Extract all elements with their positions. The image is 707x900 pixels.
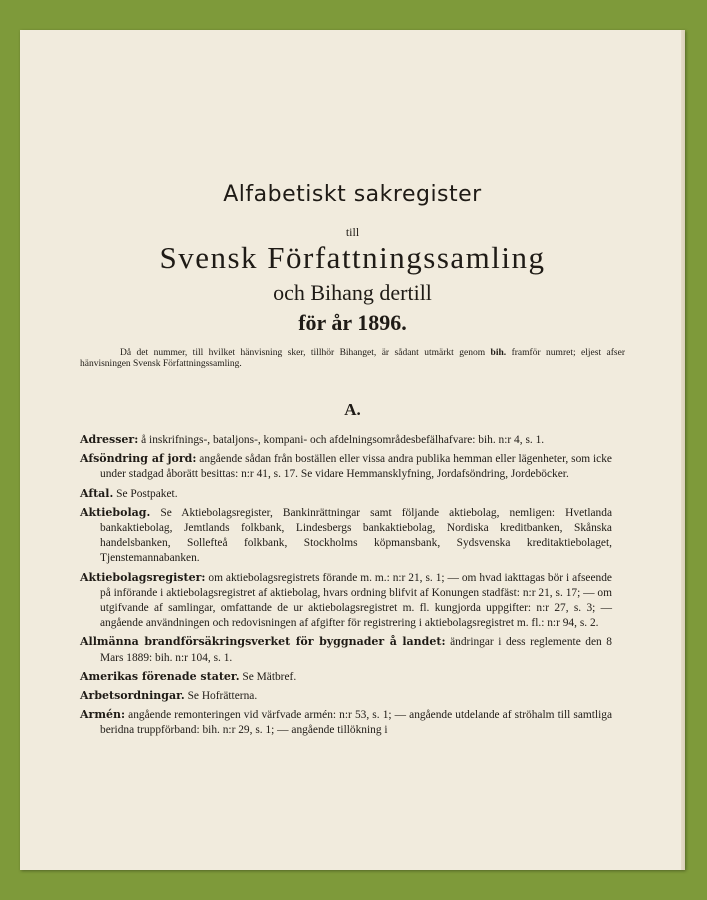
entry-heading: Amerikas förenade stater.: [80, 669, 240, 683]
entry-heading: Aftal.: [80, 486, 114, 500]
register-entry: [80, 707, 612, 738]
entry-heading: Adresser:: [80, 433, 139, 446]
document-title: Alfabetiskt sakregister: [223, 182, 482, 207]
register-entry: [80, 505, 612, 567]
title-connector: till: [345, 225, 360, 239]
entry-text: ändringar i dess reglemente den 8 Mars 1889: bih. n:r 104, s. 1.: [100, 636, 613, 664]
register-entry: [80, 432, 612, 448]
entry-heading: Afsöndring af jord:: [80, 452, 197, 466]
publication-subtitle: och Bihang dertill: [273, 280, 432, 305]
publication-name: Svensk Författningssamling: [159, 240, 546, 275]
entry-text: Se Postpaket.: [116, 487, 178, 500]
entry-text: angående remonteringen vid värfvade armén: n:r 53, s. 1; — angående utdelande af ströhalm till samtliga beridna truppförband: bih. n:r 29, s. 1; — angående tillökning i: [100, 709, 612, 737]
entry-heading: Allmänna brandförsäkringsverket för byggnader å landet:: [80, 635, 446, 649]
note-bold-term: bih.: [490, 348, 507, 358]
entry-text: om aktiebolagsregistrets förande m. m.: n:r 21, s. 1; — om hvad iakttagas bör i afseende på införande i aktiebolagsregistret af aktiebolag, hvars ordning blifvit af Konungen stadfäst: n:r 21, s. 17; — om utgifvande af samlingar, omfattande de ur aktiebolagsregistret m. fl. kungjorda uppgifter: n:r 27, s. 3; — angående användningen och redovisningen af afgifter för registrering i aktiebolagsregistret m. fl.: n:r 94, s. 2.: [100, 571, 612, 630]
document-page: [20, 30, 685, 870]
register-entry: [80, 486, 612, 502]
register-entry: [80, 688, 612, 704]
entry-text: Se Aktiebolagsregister, Bankinrättningar samt följande aktiebolag, nemligen: Hvetlanda bankaktiebolag, Jemtlands folkbank, Lindesbergs bankaktiebolag, Nordiska kreditbanken, Skånska handelsbanken, Sollefteå folkbank, Stockholms köpmansbank, Sydsvenska kreditaktiebolaget, Tjenstemannabanken.: [100, 506, 612, 565]
register-entry: [80, 451, 612, 482]
publication-year: för år 1896.: [298, 310, 407, 335]
section-letter: A.: [344, 400, 361, 419]
entry-heading: Aktiebolagsregister:: [80, 570, 206, 584]
entry-text: Se Mätbref.: [242, 670, 297, 683]
note-text: Då det nummer, till hvilket hänvisning sker, tillhör Bihanget, är sådant utmärkt genom: [120, 348, 486, 358]
entry-text: å inskrifnings-, bataljons-, kompani- och afdelningsområdesbefälhafvare: bih. n:r 4, s. 1.: [141, 434, 545, 446]
register-entry: [80, 669, 612, 685]
register-entry: [80, 634, 612, 665]
note-text-end: framför numret; eljest afser hänvisningen Svensk Författningssamling.: [80, 348, 625, 369]
entry-heading: Arbetsordningar.: [80, 689, 185, 703]
entry-text: angående sådan från boställen eller vissa andra publika hemman eller lägenheter, som icke under stadgad åborätt besittas: n:r 41, s. 17. Se vidare Hemmansklyfning, Jordafsöndring, Jordeböcker.: [100, 453, 612, 481]
register-entry: [80, 570, 612, 632]
entry-heading: Armén:: [80, 708, 126, 722]
register-entries: [80, 432, 612, 742]
reference-note: [80, 348, 625, 370]
entry-text: Se Hofrätterna.: [187, 690, 258, 703]
entry-heading: Aktiebolag.: [80, 505, 151, 519]
